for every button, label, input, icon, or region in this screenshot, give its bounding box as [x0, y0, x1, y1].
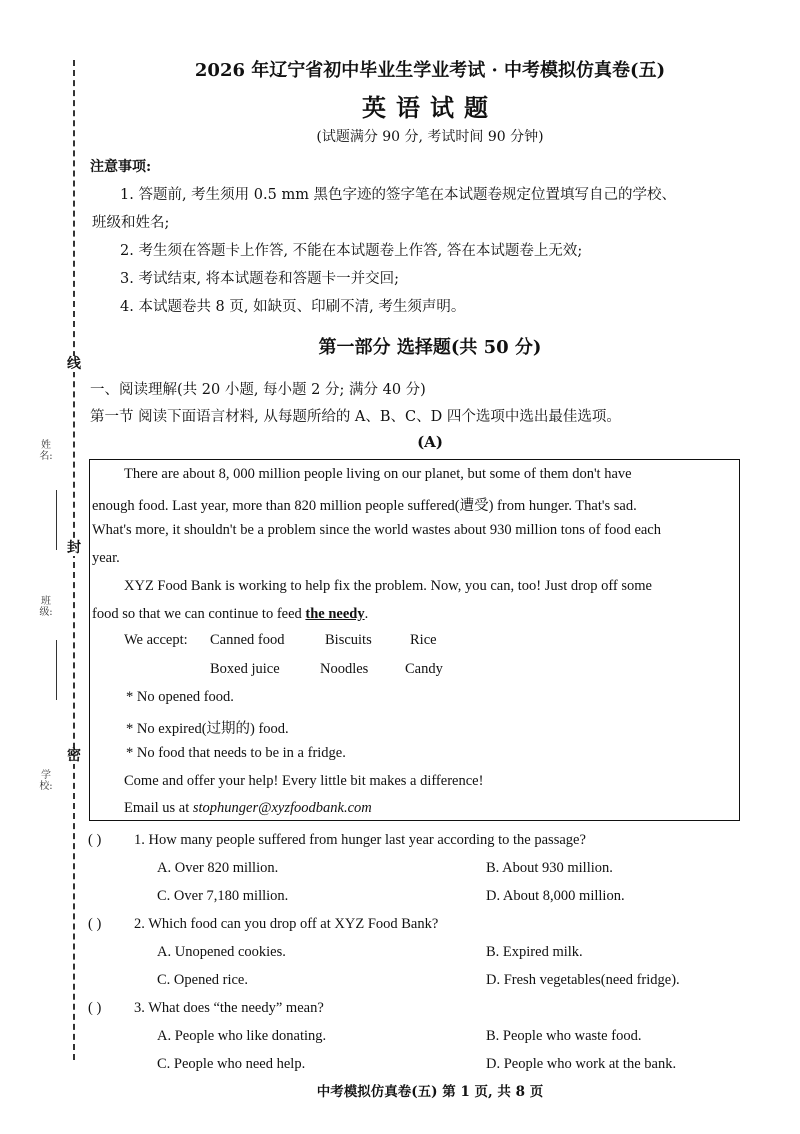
part-title: 第一部分 选择题(共 50 分): [318, 337, 542, 358]
food-item: Rice: [410, 632, 437, 648]
call-to-action: Come and offer your help! Every little bit makes a difference!: [124, 773, 484, 789]
passage-line: What's more, it shouldn't be a problem since the world wastes about 930 million tons of food each: [92, 522, 661, 538]
rule-item: * No expired(过期的) food.: [126, 721, 289, 737]
accept-label: We accept:: [124, 632, 188, 648]
rule-item: * No food that needs to be in a fridge.: [126, 745, 346, 761]
option-a[interactable]: A. Over 820 million.: [157, 860, 279, 876]
binding-margin: [0, 0, 90, 1134]
option-d[interactable]: D. About 8,000 million.: [486, 888, 625, 904]
option-a[interactable]: A. People who like donating.: [157, 1028, 327, 1044]
notice-item: 班级和姓名;: [92, 215, 170, 231]
passage-line: year.: [92, 550, 120, 566]
the-needy-phrase: the needy: [305, 606, 365, 622]
question-stem: 1. How many people suffered from hunger last year according to the passage?: [134, 832, 586, 848]
line-label: 线: [67, 356, 81, 372]
section-heading: 一、阅读理解(共 20 小题, 每小题 2 分; 满分 40 分): [90, 382, 426, 398]
email-address[interactable]: stophunger@xyzfoodbank.com: [192, 800, 372, 816]
name-field-line[interactable]: [56, 490, 57, 550]
food-item: Canned food: [210, 632, 285, 648]
option-b[interactable]: B. People who waste food.: [486, 1028, 642, 1044]
option-b[interactable]: B. Expired milk.: [486, 944, 583, 960]
option-b[interactable]: B. About 930 million.: [486, 860, 613, 876]
passage-text: food so that we can continue to feed: [92, 606, 306, 622]
notice-item: 3. 考试结束, 将本试题卷和答题卡一并交回;: [120, 271, 400, 287]
option-c[interactable]: C. Over 7,180 million.: [157, 888, 289, 904]
email-line: [124, 800, 372, 817]
passage-label: (A): [417, 433, 443, 451]
rule-item: * No opened food.: [126, 689, 234, 705]
food-item: Biscuits: [325, 632, 372, 648]
notice-item: 1. 答题前, 考生须用 0.5 mm 黑色字迹的签字笔在本试题卷规定位置填写自己的学校、: [120, 187, 677, 203]
passage-text: .: [364, 606, 369, 622]
food-item: Noodles: [320, 661, 369, 677]
class-field-line[interactable]: [56, 640, 57, 700]
food-item: Boxed juice: [210, 661, 280, 677]
email-prefix: Email us at: [124, 800, 193, 816]
page-footer: 中考模拟仿真卷(五) 第 1 页, 共 8 页: [316, 1084, 544, 1100]
notice-heading: 注意事项:: [90, 159, 152, 175]
cut-line: [73, 60, 75, 1060]
secret-label: 密: [67, 748, 81, 764]
exam-title: 2026 年辽宁省初中毕业生学业考试 · 中考模拟仿真卷(五): [194, 60, 666, 81]
answer-bracket[interactable]: ( ): [88, 1000, 102, 1016]
passage-line: enough food. Last year, more than 820 million people suffered(遭受) from hunger. That's sad.: [92, 498, 637, 514]
notice-item: 2. 考生须在答题卡上作答, 不能在本试题卷上作答, 答在本试题卷上无效;: [120, 243, 583, 259]
question-stem: 2. Which food can you drop off at XYZ Food Bank?: [134, 916, 439, 932]
passage-line: [92, 606, 368, 623]
class-field-label: 班级:: [39, 596, 53, 618]
option-c[interactable]: C. People who need help.: [157, 1056, 306, 1072]
exam-info: (试题满分 90 分, 考试时间 90 分钟): [316, 129, 544, 145]
subject-title: 英语试题: [362, 93, 498, 122]
passage-line: XYZ Food Bank is working to help fix the problem. Now, you can, too! Just drop off some: [124, 578, 652, 594]
option-c[interactable]: C. Opened rice.: [157, 972, 248, 988]
answer-bracket[interactable]: ( ): [88, 832, 102, 848]
notice-item: 4. 本试题卷共 8 页, 如缺页、印刷不清, 考生须声明。: [120, 299, 466, 315]
seal-label: 封: [67, 540, 81, 556]
name-field-label: 姓名:: [39, 440, 53, 462]
passage-line: There are about 8, 000 million people living on our planet, but some of them don't have: [124, 466, 632, 482]
option-a[interactable]: A. Unopened cookies.: [157, 944, 286, 960]
option-d[interactable]: D. People who work at the bank.: [486, 1056, 677, 1072]
food-item: Candy: [405, 661, 443, 677]
answer-bracket[interactable]: ( ): [88, 916, 102, 932]
option-d[interactable]: D. Fresh vegetables(need fridge).: [486, 972, 680, 988]
section-instruction: 第一节 阅读下面语言材料, 从每题所给的 A、B、C、D 四个选项中选出最佳选项。: [90, 409, 621, 425]
school-field-label: 学校:: [39, 770, 53, 792]
question-stem: 3. What does “the needy” mean?: [134, 1000, 324, 1016]
